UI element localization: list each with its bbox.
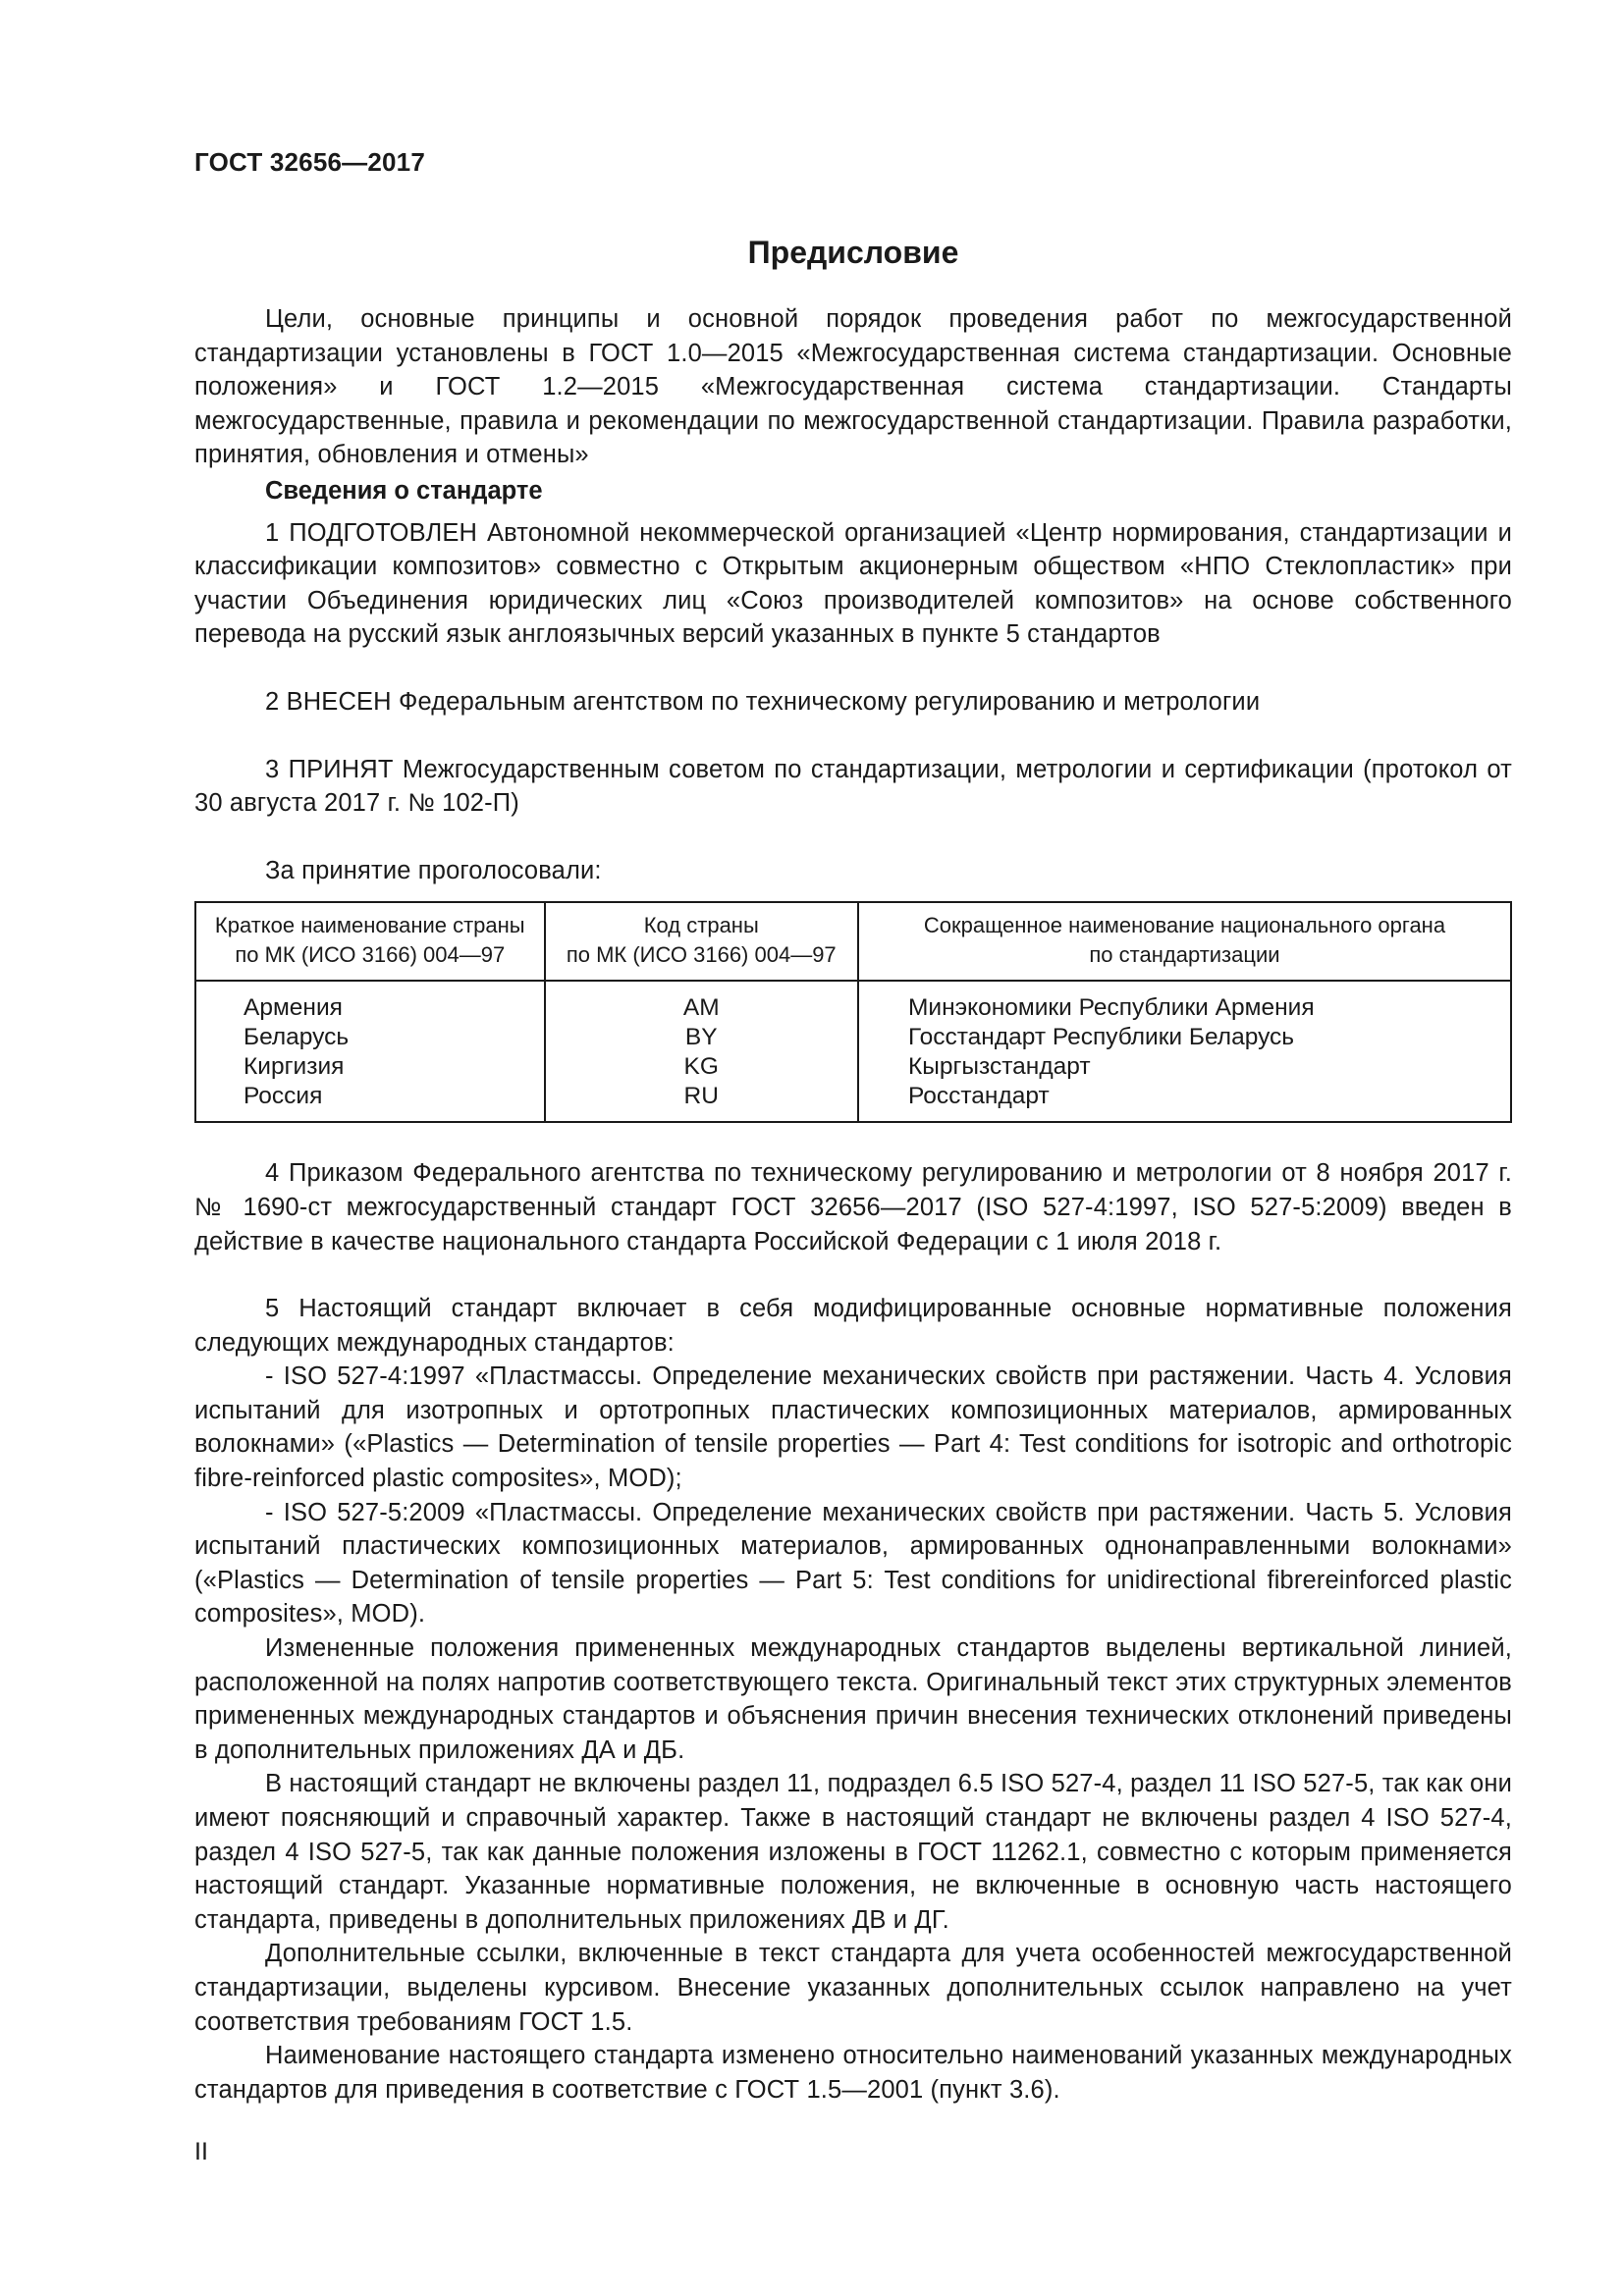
table-cell-body: Кыргызстандарт [858,1052,1511,1082]
list-item: - ISO 527-5:2009 «Пластмассы. Определение механических свойств при растяжении. Часть 5. Условия испытаний пластических композиционных материалов, армированных однонаправленными волокнами» («Plastics — Determination of tensile properties — Part 5: Test conditions for unidirectional fibrereinforced plastic composites», MOD). [194,1498,1512,1629]
additional-refs-paragraph: Дополнительные ссылки, включенные в текст стандарта для учета особенностей межгосударственной стандартизации, выделены курсивом. Внесение указанных дополнительных ссылок направлено на учет соответствия требованиям ГОСТ 1.5. [194,1940,1512,2036]
voting-table [194,901,1512,1123]
spacer [194,1258,1512,1292]
table-cell-country: Киргизия [195,1052,545,1082]
section-subheading: Сведения о стандарте [265,476,543,505]
column-header-body: Сокращенное наименование национального органа по стандартизации [858,902,1511,981]
changed-provisions-paragraph: Измененные положения примененных международных стандартов выделены вертикальной линией, расположенной на полях напротив соответствующего текста. Оригинальный текст этих структурных элементов примененных международных стандартов и объяснения причин внесения технических отклонений приведены в дополнительных приложениях ДА и ДБ. [194,1634,1512,1764]
item-4-paragraph: 4 Приказом Федерального агентства по техническому регулированию и метрологии от 8 ноября 2017 г. № 1690-ст межгосударственный стандарт ГОСТ 32656—2017 (ISO 527-4:1997, ISO 527-5:2009) введен в действие в качестве национального стандарта Российской Федерации с 1 июля 2018 г. [194,1159,1512,1255]
item-3-paragraph: 3 ПРИНЯТ Межгосударственным советом по стандартизации, метрологии и сертификации (протокол от 30 августа 2017 г. № 102-П) [194,755,1512,818]
spacer [194,821,1512,854]
item-5-paragraph: 5 Настоящий стандарт включает в себя модифицированные основные нормативные положения следующих международных стандартов: [194,1295,1512,1357]
standard-name-paragraph: Наименование настоящего стандарта изменено относительно наименований указанных международных стандартов для приведения в соответствие с ГОСТ 1.5—2001 (пункт 3.6). [194,2042,1512,2104]
table-header-row [195,902,1511,981]
list-item: - ISO 527-4:1997 «Пластмассы. Определение механических свойств при растяжении. Часть 4. Условия испытаний для изотропных и ортотропных пластических композиционных материалов, армированных волокнами» («Plastics — Determination of tensile properties — Part 4: Test conditions for isotropic and orthotropic fibre-reinforced plastic composites», MOD); [194,1362,1512,1493]
table-cell-country: Россия [195,1082,545,1122]
spacer [194,652,1512,685]
table-row [195,981,1511,1023]
table-cell-body: Минэкономики Республики Армения [858,981,1511,1023]
table-cell-code: RU [545,1082,858,1122]
document-header: ГОСТ 32656—2017 [194,147,425,177]
table-cell-country: Беларусь [195,1023,545,1052]
page-number: II [194,2138,208,2165]
table-row [195,1023,1511,1052]
item-1-paragraph: 1 ПОДГОТОВЛЕН Автономной некоммерческой организацией «Центр нормирования, стандартизации и классификации композитов» совместно с Открытым акционерным обществом «НПО Стеклопластик» при участии Объединения юридических лиц «Союз производителей композитов» на основе собственного перевода на русский язык англоязычных версий указанных в пункте 5 стандартов [194,518,1512,649]
vote-intro: За принятие проголосовали: [265,856,602,884]
table-cell-country: Армения [195,981,545,1023]
table-cell-body: Росстандарт [858,1082,1511,1122]
item-2-paragraph: 2 ВНЕСЕН Федеральным агентством по техническому регулированию и метрологии [265,687,1261,716]
excluded-sections-paragraph: В настоящий стандарт не включены раздел 11, подраздел 6.5 ISO 527-4, раздел 11 ISO 527-5, так как они имеют поясняющий и справочный характер. Также в настоящий стандарт не включены раздел 4 ISO 527-4, раздел 4 ISO 527-5, так как данные положения изложены в ГОСТ 11262.1, совместно с которым применяется настоящий стандарт. Указанные нормативные положения, не включенные в основную часть настоящего стандарта, приведены в дополнительных приложениях ДВ и ДГ. [194,1770,1512,1934]
document-page [194,147,1512,2107]
table-cell-code: BY [545,1023,858,1052]
table-cell-code: KG [545,1052,858,1082]
page-title: Предисловие [747,235,959,270]
column-header-country: Краткое наименование страны по МК (ИСО 3166) 004—97 [195,902,545,981]
spacer [194,720,1512,753]
table-cell-body: Госстандарт Республики Беларусь [858,1023,1511,1052]
table-cell-code: AM [545,981,858,1023]
intro-paragraph: Цели, основные принципы и основной порядок проведения работ по межгосударственной стандартизации установлены в ГОСТ 1.0—2015 «Межгосударственная система стандартизации. Основные положения» и ГОСТ 1.2—2015 «Межгосударственная система стандартизации. Стандарты межгосударственные, правила и рекомендации по межгосударственной стандартизации. Правила разработки, принятия, обновления и отмены» [194,305,1512,469]
column-header-code: Код страны по МК (ИСО 3166) 004—97 [545,902,858,981]
table-row [195,1082,1511,1122]
table-row [195,1052,1511,1082]
